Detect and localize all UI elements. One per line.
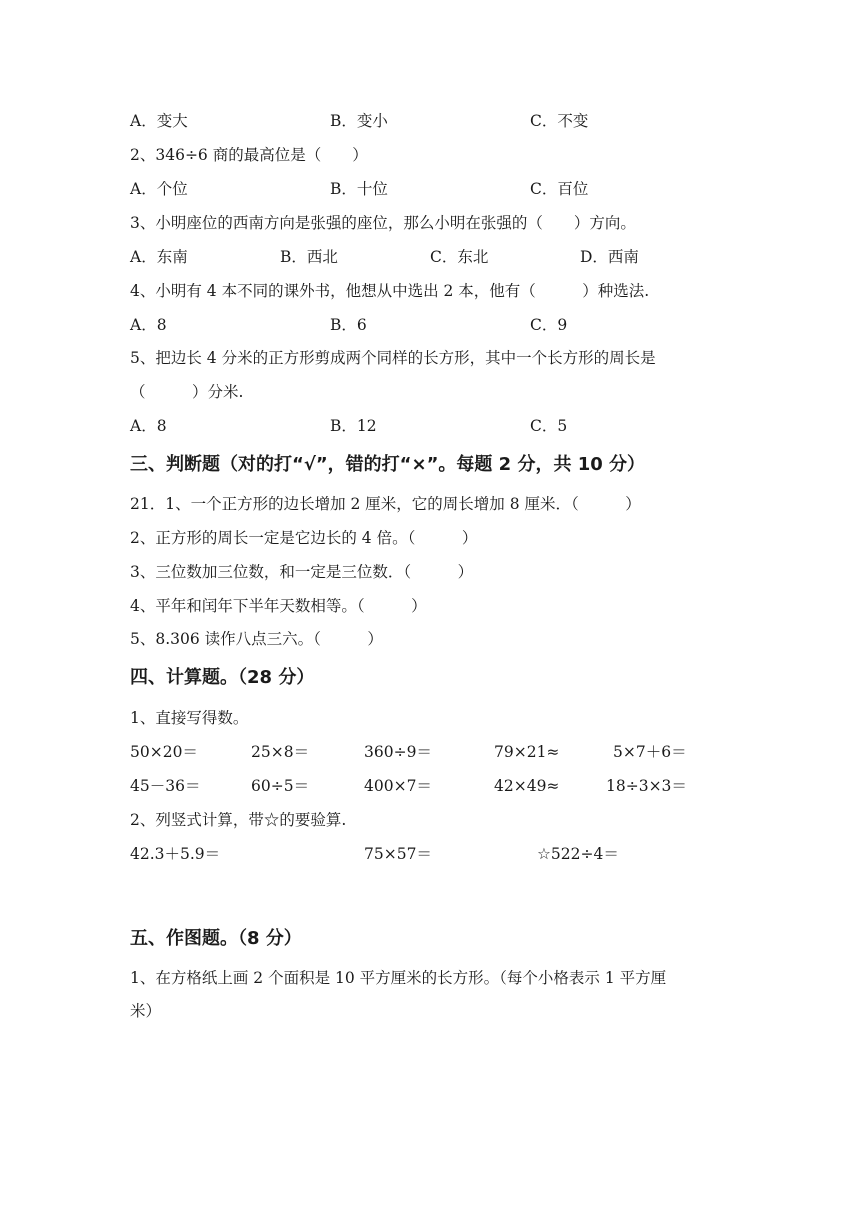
q5-options — [0, 414, 568, 438]
section4-sub2: 2、列竖式计算，带☆的要验算. — [130, 811, 347, 829]
calc-item: 400×7＝ — [364, 777, 432, 795]
q4-option-a: A．8 — [130, 316, 167, 334]
calc-item: 42×49≈ — [494, 777, 560, 795]
section5-title: 五、作图题。（8 分） — [130, 928, 302, 949]
q5-option-a: A．8 — [130, 417, 167, 435]
calc-item: 45－36＝ — [130, 777, 201, 795]
q2-options — [0, 177, 589, 201]
q4-options — [0, 313, 568, 337]
calc-item: 75×57＝ — [364, 845, 432, 863]
calc-item: 360÷9＝ — [364, 743, 432, 761]
q3-option-d: D．西南 — [580, 248, 639, 266]
calc-row-1 — [0, 740, 687, 764]
section5-line2: 米） — [130, 1002, 162, 1020]
q1-option-a: A．变大 — [130, 112, 188, 130]
q3-option-c: C．东北 — [430, 248, 489, 266]
calc-row-3 — [0, 842, 619, 866]
q5-stem-line2: （ ）分米. — [130, 383, 244, 401]
q4-option-c: C．9 — [530, 316, 568, 334]
q3-stem: 3、小明座位的西南方向是张强的座位，那么小明在张强的（ ）方向。 — [130, 214, 636, 232]
section3-item-4: 4、平年和闰年下半年天数相等。（ ） — [130, 597, 427, 615]
section3-item-1: 21．1、一个正方形的边长增加 2 厘米，它的周长增加 8 厘米．（ ） — [130, 495, 641, 513]
calc-item: ☆522÷4＝ — [537, 845, 619, 863]
calc-item: 60÷5＝ — [251, 777, 310, 795]
q2-option-b: B．十位 — [330, 180, 388, 198]
calc-item: 50×20＝ — [130, 743, 198, 761]
calc-item: 5×7＋6＝ — [613, 743, 687, 761]
q4-option-b: B．6 — [330, 316, 367, 334]
q1-option-b: B．变小 — [330, 112, 388, 130]
q3-option-a: A．东南 — [130, 248, 188, 266]
section4-title: 四、计算题。（28 分） — [130, 667, 315, 688]
section4-sub1: 1、直接写得数。 — [130, 709, 249, 727]
calc-item: 79×21≈ — [494, 743, 560, 761]
section3-item-5: 5、8.306 读作八点三六。（ ） — [130, 630, 383, 648]
q5-option-c: C．5 — [530, 417, 568, 435]
q2-stem: 2、346÷6 商的最高位是（ ） — [130, 146, 368, 164]
calc-item: 42.3＋5.9＝ — [130, 845, 221, 863]
section3-title: 三、判断题（对的打“√”，错的打“×”。每题 2 分，共 10 分） — [130, 454, 646, 475]
q1-options — [0, 109, 589, 133]
q2-option-c: C．百位 — [530, 180, 589, 198]
q5-option-b: B．12 — [330, 417, 377, 435]
calc-item: 18÷3×3＝ — [606, 777, 687, 795]
q3-options — [0, 245, 639, 269]
section5-line1: 1、在方格纸上画 2 个面积是 10 平方厘米的长方形。（每个小格表示 1 平方厘 — [130, 969, 667, 987]
q1-option-c: C．不变 — [530, 112, 589, 130]
q4-stem: 4、小明有 4 本不同的课外书，他想从中选出 2 本，他有（ ）种选法. — [130, 282, 650, 300]
section3-item-3: 3、三位数加三位数，和一定是三位数．（ ） — [130, 563, 474, 581]
q2-option-a: A．个位 — [130, 180, 188, 198]
q3-option-b: B．西北 — [280, 248, 338, 266]
q5-stem-line1: 5、把边长 4 分米的正方形剪成两个同样的长方形，其中一个长方形的周长是 — [130, 349, 656, 367]
section3-item-2: 2、正方形的周长一定是它边长的 4 倍。（ ） — [130, 529, 478, 547]
calc-item: 25×8＝ — [251, 743, 310, 761]
calc-row-2 — [0, 774, 687, 798]
